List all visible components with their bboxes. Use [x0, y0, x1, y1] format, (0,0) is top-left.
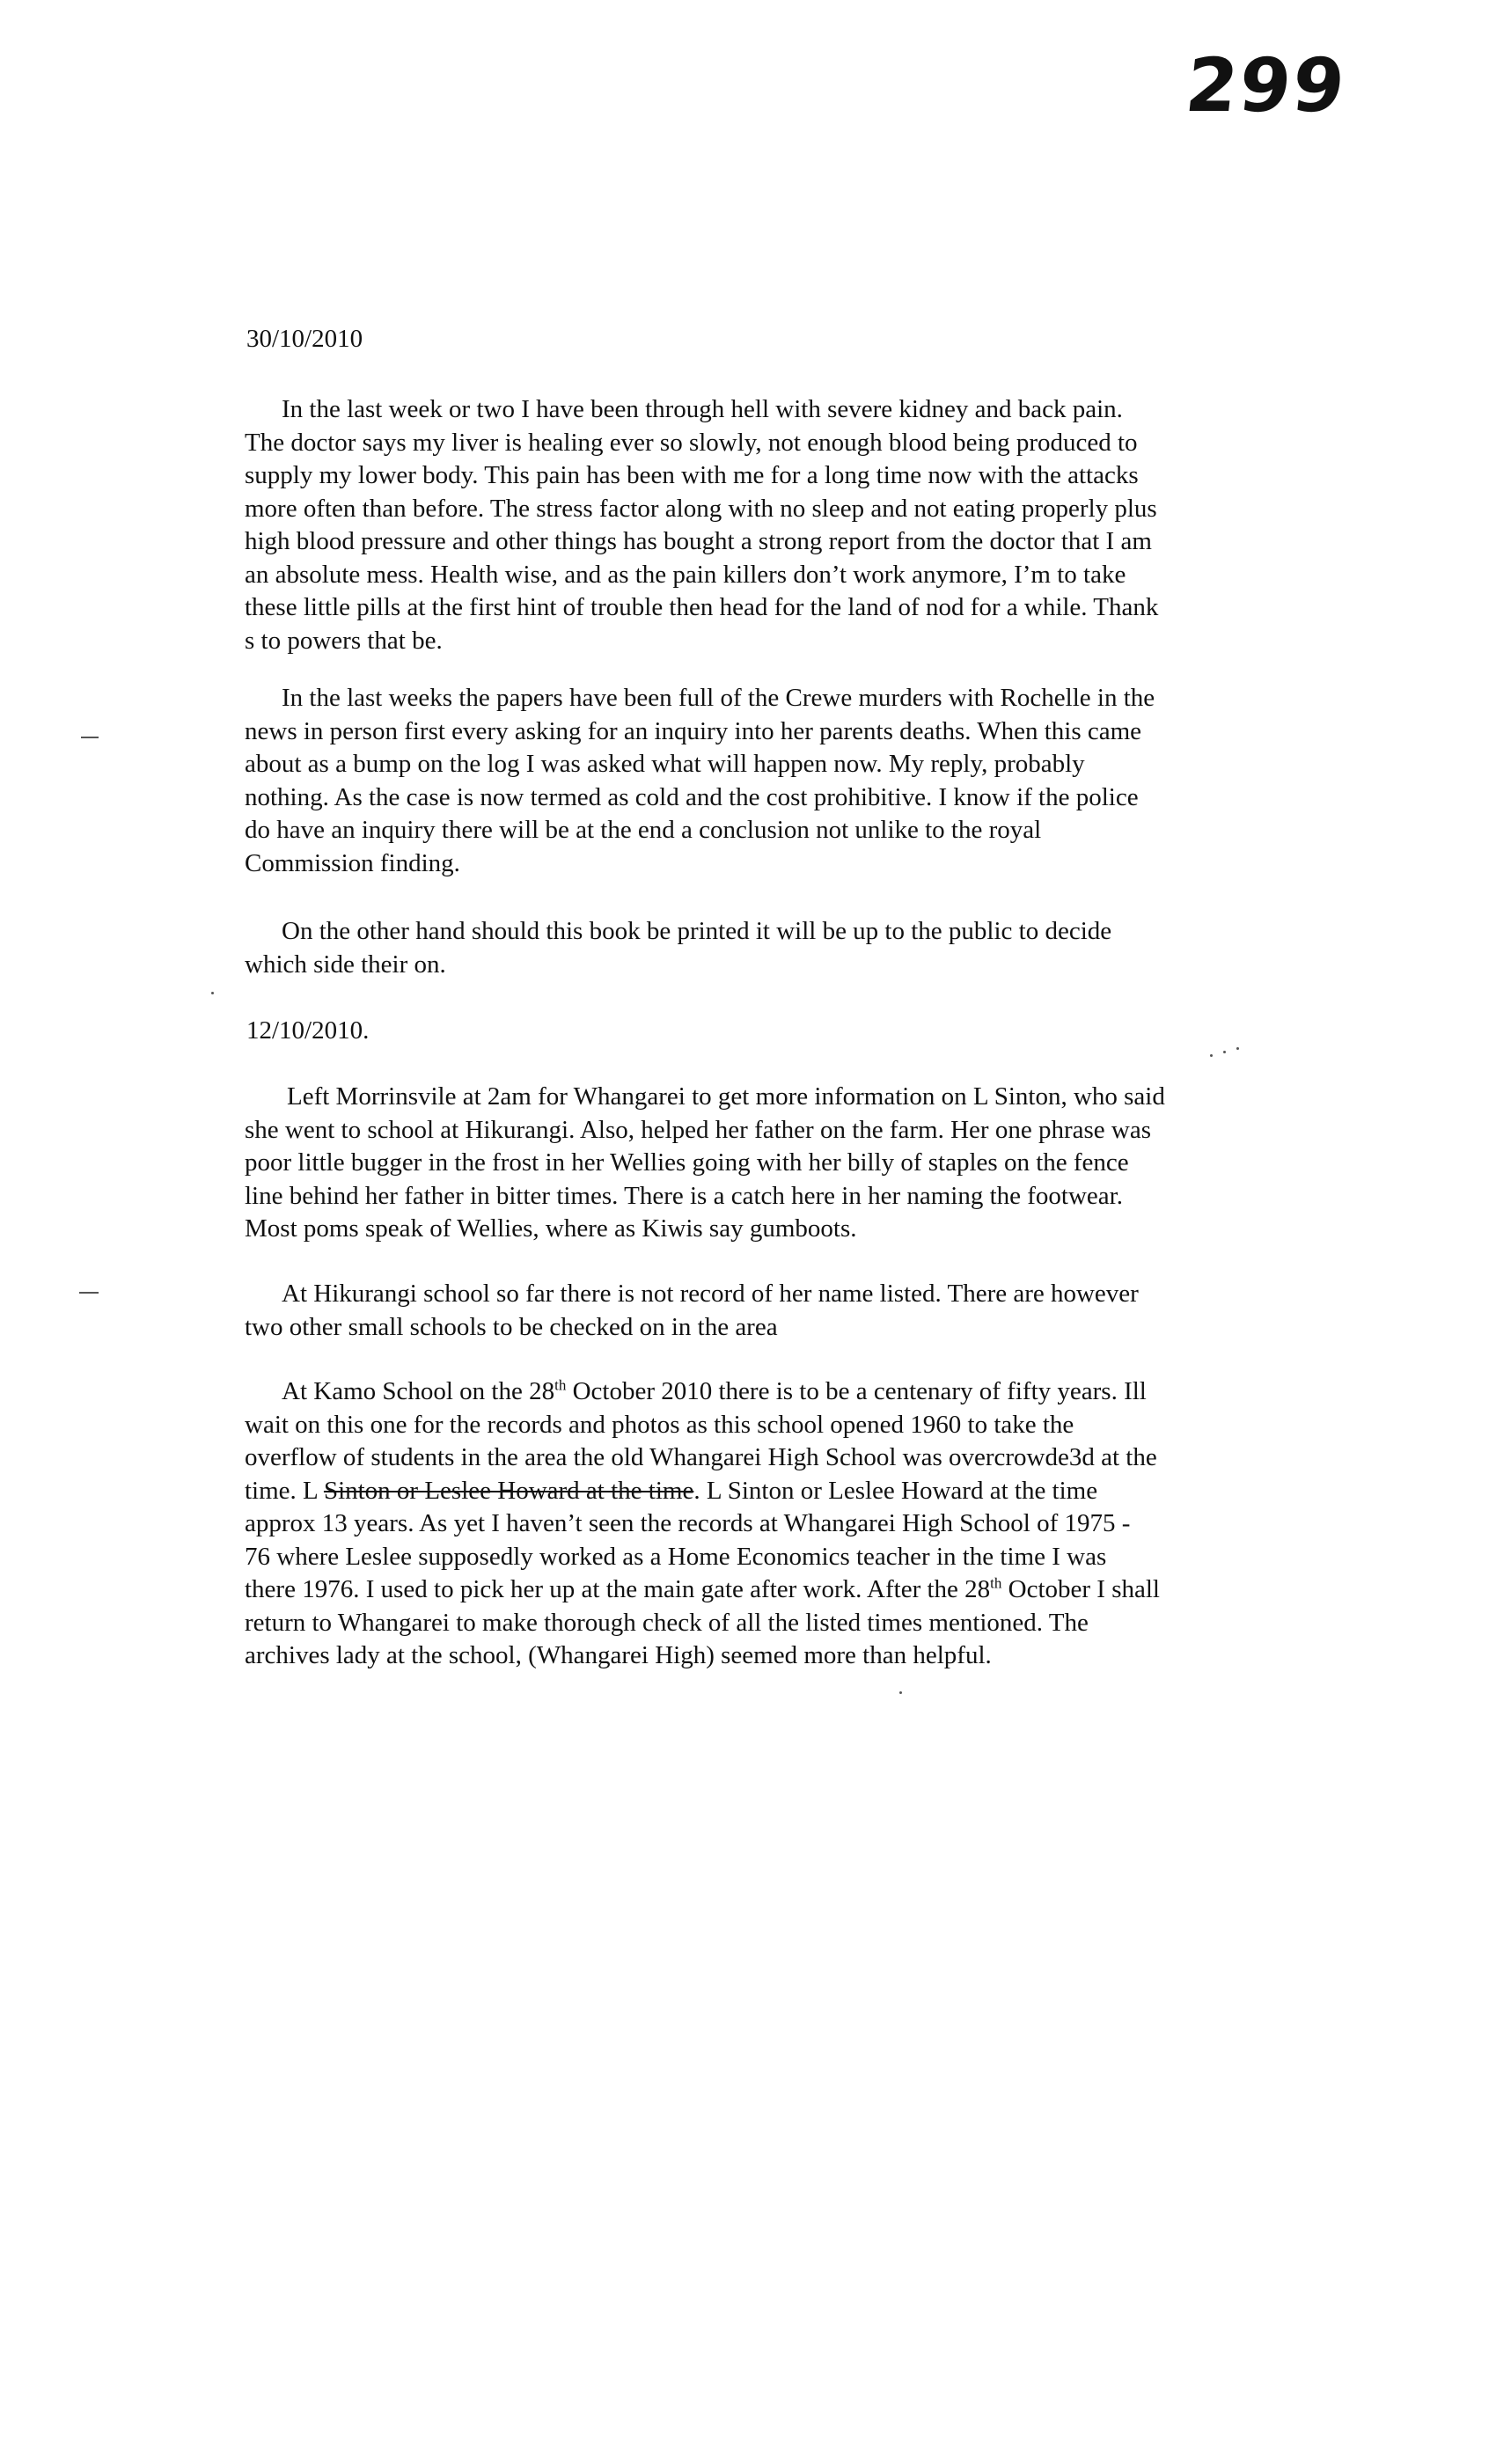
text-line: poor little bugger in the frost in her Wellies going with her billy of staples on the fence — [245, 1148, 1129, 1177]
text-line: On the other hand should this book be printed it will be up to the public to decide — [282, 917, 1112, 945]
text-line: return to Whangarei to make thorough check of all the listed times mentioned. The — [245, 1608, 1089, 1637]
text-line: In the last week or two I have been through hell with severe kidney and back pain. — [282, 395, 1123, 423]
text-line: nothing. As the case is now termed as cold and the cost prohibitive. I know if the police — [245, 782, 1139, 811]
paragraph — [245, 682, 1331, 880]
margin-dot — [211, 992, 214, 994]
text-line: more often than before. The stress factor along with no sleep and not eating properly plus — [245, 494, 1157, 523]
text-line: overflow of students in the area the old Whangarei High School was overcrowde3d at the — [245, 1443, 1157, 1471]
text-line: approx 13 years. As yet I haven’t seen the records at Whangarei High School of 1975 - — [245, 1509, 1131, 1537]
text-fragment: At Kamo School on the 28 — [282, 1377, 555, 1405]
text-line: Left Morrinsvile at 2am for Whangarei to get more information on L Sinton, who said — [287, 1082, 1165, 1111]
margin-mark — [81, 737, 99, 738]
superscript: th — [554, 1376, 567, 1394]
text-line — [245, 1375, 1331, 1409]
margin-mark — [79, 1292, 99, 1294]
text-line: do have an inquiry there will be at the end a conclusion not unlike to the royal — [245, 816, 1042, 844]
text-line: Commission finding. — [245, 848, 460, 877]
text-fragment: time. L — [245, 1476, 324, 1505]
text-fragment: there 1976. I used to pick her up at the main gate after work. After the 28 — [245, 1575, 991, 1603]
text-line: about as a bump on the log I was asked what will happen now. My reply, probably — [245, 750, 1085, 778]
text-line: supply my lower body. This pain has been with me for a long time now with the attacks — [245, 461, 1139, 489]
text-line — [245, 1475, 1331, 1508]
text-line: two other small schools to be checked on in the area — [245, 1312, 778, 1341]
text-line: 76 where Leslee supposedly worked as a Home Economics teacher in the time I was — [245, 1542, 1107, 1571]
text-line: which side their on. — [245, 950, 446, 979]
entry-date: 30/10/2010 — [246, 325, 363, 353]
text-fragment: October I shall — [1001, 1575, 1160, 1603]
text-line: The doctor says my liver is healing ever so slowly, not enough blood being produced to — [245, 428, 1138, 457]
paragraph — [245, 915, 1331, 981]
text-line: high blood pressure and other things has bought a strong report from the doctor that I am — [245, 527, 1152, 555]
entry-date: 12/10/2010. — [246, 1016, 370, 1045]
text-line: Most poms speak of Wellies, where as Kiwis say gumboots. — [245, 1214, 857, 1243]
paragraph — [245, 1278, 1331, 1344]
text-line — [245, 1573, 1331, 1607]
text-line: an absolute mess. Health wise, and as the pain killers don’t work anymore, I’m to take — [245, 560, 1126, 589]
text-line: At Hikurangi school so far there is not record of her name listed. There are however — [282, 1280, 1139, 1308]
text-line: news in person first every asking for an inquiry into her parents deaths. When this came — [245, 716, 1142, 745]
paragraph — [245, 393, 1331, 657]
text-line: she went to school at Hikurangi. Also, helped her father on the farm. Her one phrase was — [245, 1115, 1151, 1144]
margin-dot — [1223, 1051, 1226, 1053]
text-line: these little pills at the first hint of trouble then head for the land of nod for a while. Thank — [245, 593, 1159, 621]
text-line: In the last weeks the papers have been full of the Crewe murders with Rochelle in the — [282, 684, 1155, 712]
text-line: wait on this one for the records and photos as this school opened 1960 to take the — [245, 1410, 1074, 1439]
page-number: 299 — [1181, 42, 1351, 128]
text-line: line behind her father in bitter times. There is a catch here in her naming the footwear. — [245, 1181, 1123, 1210]
superscript: th — [990, 1574, 1002, 1592]
margin-dot — [1236, 1047, 1239, 1050]
paragraph — [245, 1375, 1331, 1673]
margin-dot — [899, 1691, 902, 1694]
text-fragment: . L Sinton or Leslee Howard at the time — [693, 1476, 1098, 1505]
text-fragment: October 2010 there is to be a centenary of fifty years. Ill — [566, 1377, 1147, 1405]
margin-dot — [1210, 1054, 1213, 1057]
text-line: s to powers that be. — [245, 626, 443, 655]
struck-text: Sinton or Leslee Howard at the time — [323, 1476, 694, 1505]
paragraph — [245, 1081, 1331, 1246]
text-line: archives lady at the school, (Whangarei High) seemed more than helpful. — [245, 1641, 992, 1669]
